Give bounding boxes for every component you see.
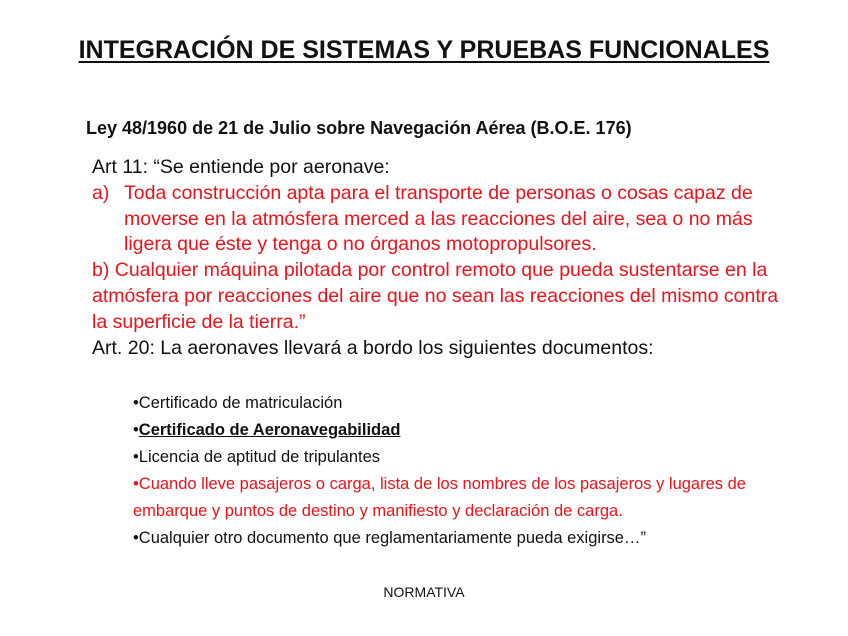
item-a-marker: a) [92,181,110,204]
list-item: •Licencia de aptitud de tripulantes [133,448,381,466]
list-item [133,417,773,444]
art11-item-b: b) Cualquier máquina pilotada por control remoto que pueda sustentarse en la atmósfera por reacciones del aire que no sean las reacciones del mismo contra la superficie de la tierra.” [92,259,779,333]
law-subtitle: Ley 48/1960 de 21 de Julio sobre Navegación Aérea (B.O.E. 176) [86,118,632,138]
list-item: •Cuando lleve pasajeros o carga, lista de los nombres de los pasajeros y lugares de embarque y puntos de destino y manifiesto y declaración de carga. [133,475,746,520]
slide-title: INTEGRACIÓN DE SISTEMAS Y PRUEBAS FUNCIONALES [78,36,770,64]
art20-intro: Art. 20: La aeronaves llevará a bordo los siguientes documentos: [92,336,654,359]
item-a-text: Toda construcción apta para el transporte de personas o cosas capaz de moverse en la atmósfera merced a las reacciones del aire, sea o no más ligera que éste y tenga o no órganos motopropulsores. [124,181,753,256]
list-item-emphasis: Certificado de Aeronavegabilidad [138,421,401,439]
slide-footer: NORMATIVA [383,584,465,600]
list-item: •Cualquier otro documento que reglamentariamente pueda exigirse…” [133,529,646,547]
bullet-prefix: • [133,421,139,439]
document-list [133,390,773,552]
art11-intro: Art 11: “Se entiende por aeronave: [92,156,390,178]
list-item: •Certificado de matriculación [133,394,343,412]
art11-item-a [92,181,792,258]
article-text [92,155,792,361]
